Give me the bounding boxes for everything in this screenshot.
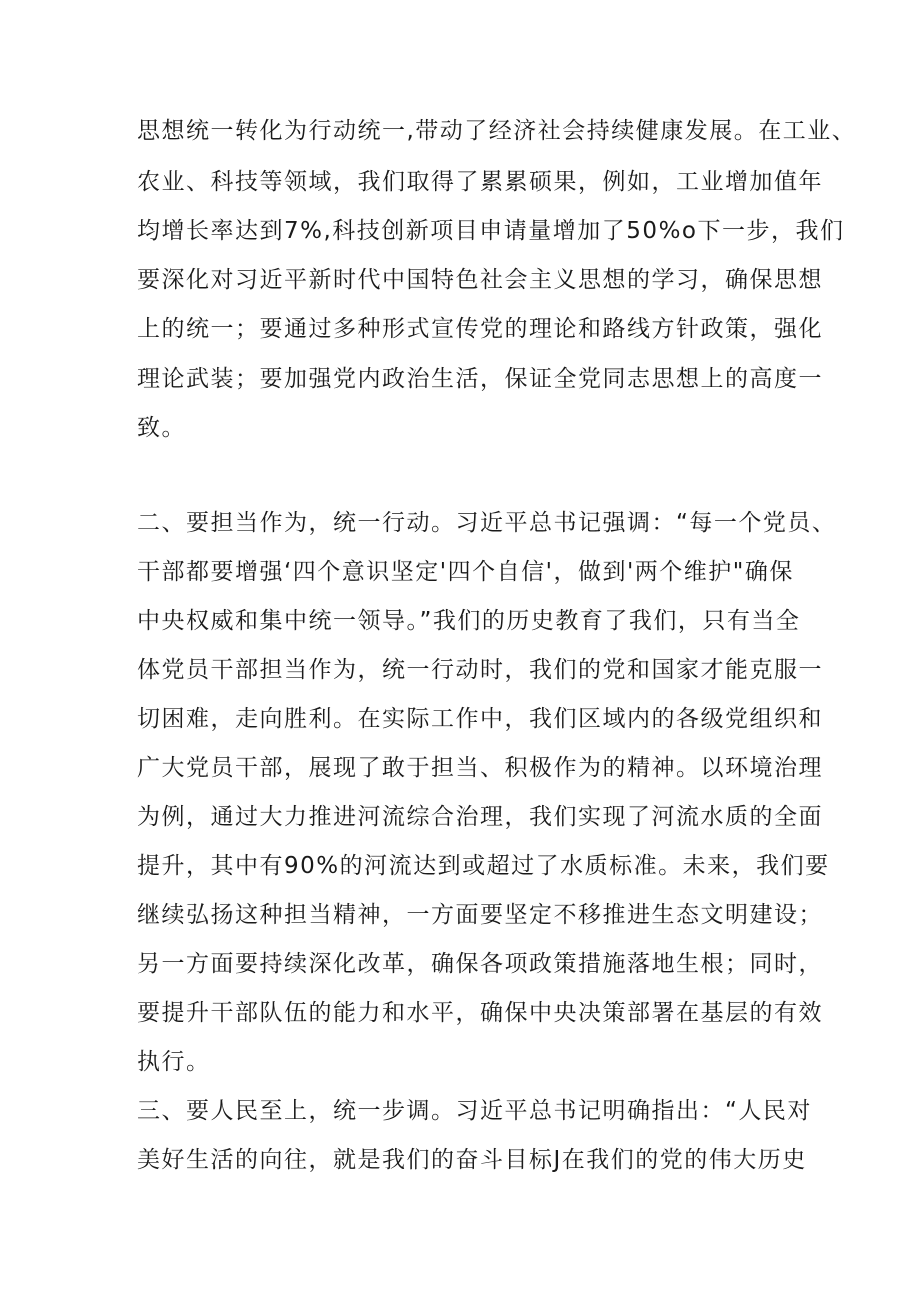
text-line: 切困难，走向胜利。在实际工作中，我们区域内的各级党组织和	[137, 706, 823, 732]
text-line: 干部都要增强‘四个意识坚定'四个自信'，做到'两个维护"确保	[137, 559, 794, 585]
text-line: 农业、科技等领域，我们取得了累累硕果，例如，工业增加值年	[137, 169, 823, 195]
text-line: 继续弘扬这种担当精神，一方面要坚定不移推进生态文明建设；	[137, 902, 823, 928]
text-line: 中央权威和集中统一领导。”我们的历史教育了我们，只有当全	[137, 608, 801, 634]
text-line: 上的统一；要通过多种形式宣传党的理论和路线方针政策，强化	[137, 316, 823, 342]
text-line: 要深化对习近平新时代中国特色社会主义思想的学习，确保思想	[137, 267, 823, 293]
text-line: 广大党员干部，展现了敢于担当、积极作为的精神。以环境治理	[137, 755, 823, 781]
text-line: 美好生活的向往，就是我们的奋斗目标J在我们的党的伟大历史	[137, 1147, 807, 1173]
text-line: 为例，通过大力推进河流综合治理，我们实现了河流水质的全面	[137, 804, 823, 830]
text-line: 思想统一转化为行动统一,带动了经济社会持续健康发展。在工业、	[137, 118, 857, 144]
text-line: 要提升干部队伍的能力和水平，确保中央决策部署在基层的有效	[137, 1000, 823, 1026]
section-heading-line: 二、要担当作为，统一行动。习近平总书记强调：“每一个党员、	[137, 510, 837, 536]
text-line: 理论武装；要加强党内政治生活，保证全党同志思想上的高度一	[137, 366, 823, 392]
text-line: 均增长率达到7%,科技创新项目申请量增加了50%o下一步，我们	[137, 218, 845, 244]
section-heading-line: 三、要人民至上，统一步调。习近平总书记明确指出：“人民对	[137, 1098, 812, 1124]
text-line: 致。	[137, 415, 186, 441]
text-line: 另一方面要持续深化改革，确保各项政策措施落地生根；同时，	[137, 951, 823, 977]
text-line: 提升，其中有90%的河流达到或超过了水质标准。未来，我们要	[137, 853, 830, 879]
text-line: 执行。	[137, 1049, 211, 1075]
text-line: 体党员干部担当作为，统一行动时，我们的党和国家才能克服一	[137, 657, 823, 683]
